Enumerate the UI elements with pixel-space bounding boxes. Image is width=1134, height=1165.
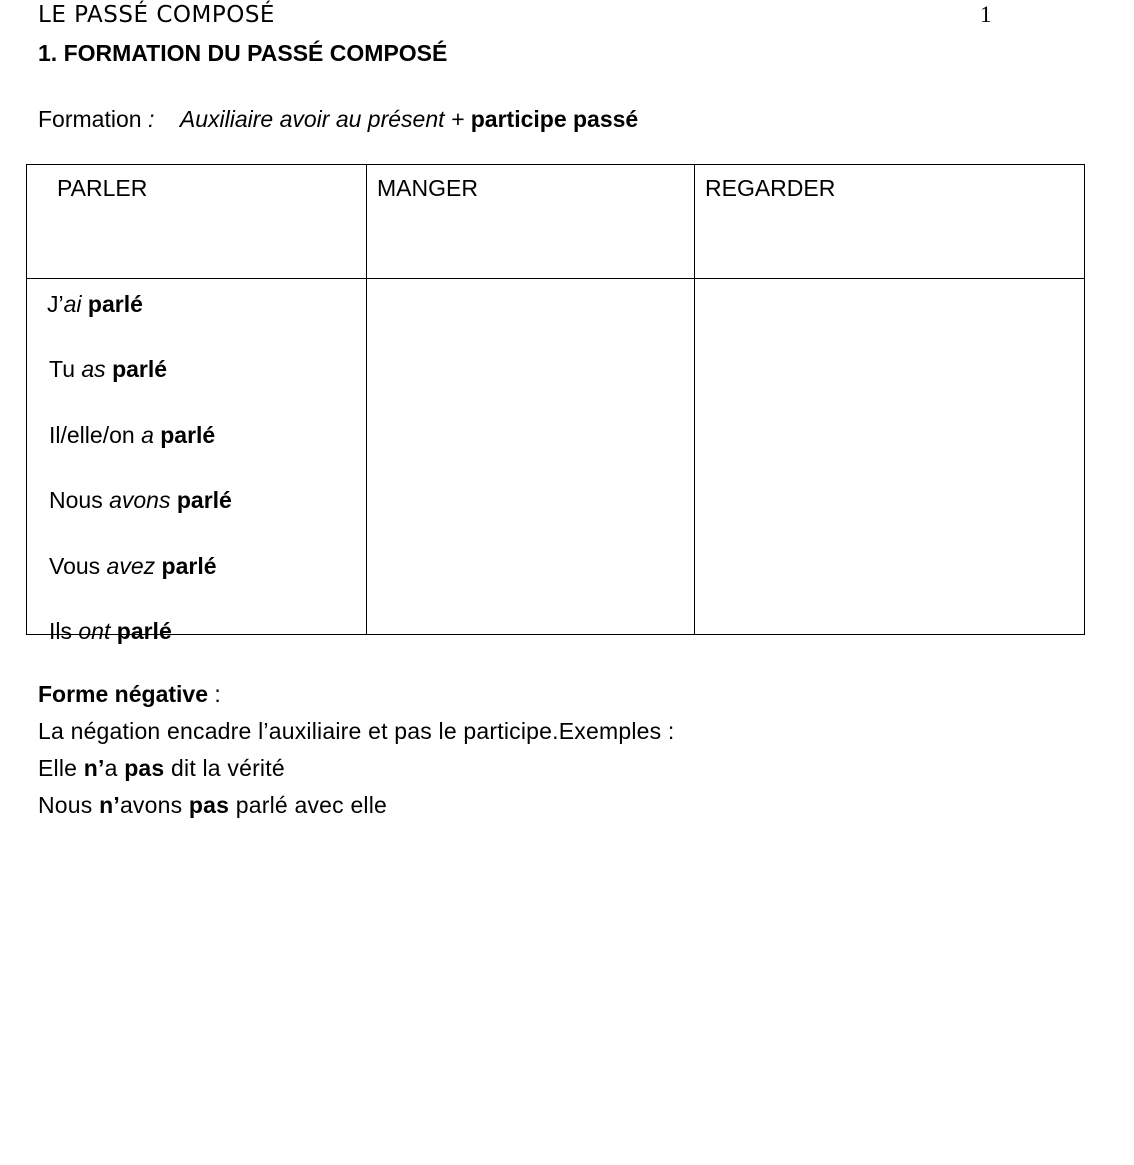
table-body-row [27,279,1085,635]
auxiliary: avons [109,487,171,513]
negative-form-title [38,681,221,708]
formation-line [38,106,638,133]
auxiliary: ai [63,291,82,317]
ex-aux: a [104,755,125,781]
header-regarder: REGARDER [695,165,1085,279]
conj-line-vous [49,553,217,580]
ex-rest: parlé avec elle [229,792,388,818]
table-header-row [27,165,1085,279]
formation-formula: Auxiliaire avoir au présent + [179,106,465,132]
header-manger: MANGER [367,165,695,279]
ex-pas: pas [188,792,230,818]
formation-colon: : [147,106,155,132]
manger-cell [367,279,695,635]
page-number: 1 [980,2,992,27]
participle: parlé [87,291,143,317]
pronoun: Vous [49,553,107,579]
pronoun: J’ [47,291,64,317]
conj-line-ils [49,618,172,645]
ex-rest: dit la vérité [164,755,285,781]
participle: parlé [116,618,172,644]
auxiliary: ont [78,618,111,644]
pronoun: Tu [49,356,82,382]
participle: parlé [176,487,232,513]
ex-subject: Elle [38,755,84,781]
ex-subject: Nous [38,792,100,818]
pronoun: Ils [49,618,79,644]
pronoun: Il/elle/on [49,422,142,448]
negative-title-colon: : [208,681,221,707]
auxiliary: avez [106,553,156,579]
negative-explanation: La négation encadre l’auxiliaire et pas le participe.Exemples : [38,718,675,744]
regarder-cell [695,279,1085,635]
formation-label: Formation [38,106,142,132]
formation-participle: participe passé [470,106,639,132]
conj-line-nous [49,487,232,514]
pronoun: Nous [49,487,110,513]
ex-aux: avons [119,792,189,818]
participle: parlé [160,422,216,448]
negative-example-2 [38,792,387,819]
page-title: LE PASSÉ COMPOSÉ [38,2,275,28]
auxiliary: as [81,356,106,382]
conj-line-il [49,422,215,449]
negative-title-text: Forme négative [38,681,208,707]
ex-pas: pas [124,755,165,781]
conj-line-je [47,291,143,318]
header-parler: PARLER [27,165,367,279]
conjugation-table [26,164,1085,644]
participle: parlé [112,356,168,382]
parler-cell [27,279,367,644]
ex-ne: n’ [83,755,105,781]
conj-line-tu [49,356,167,383]
ex-ne: n’ [99,792,120,818]
negative-example-1 [38,755,285,782]
section-heading: 1. FORMATION DU PASSÉ COMPOSÉ [38,40,448,66]
participle: parlé [161,553,217,579]
auxiliary: a [141,422,154,448]
